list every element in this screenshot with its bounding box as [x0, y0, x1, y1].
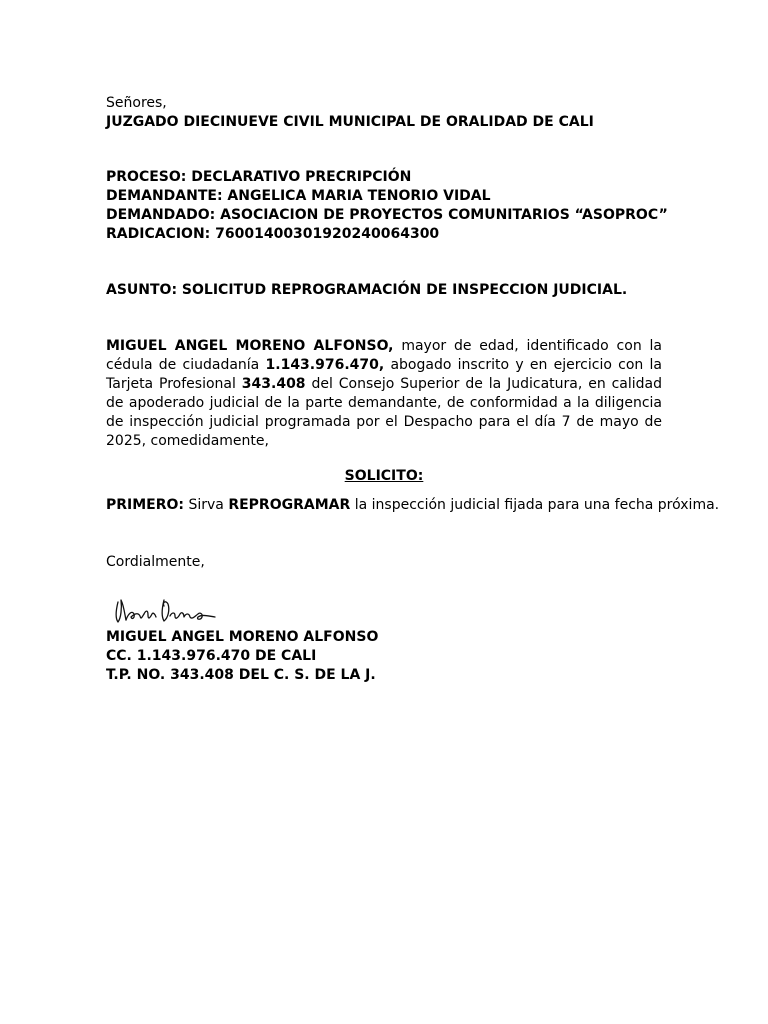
- primero-paragraph: [106, 496, 720, 515]
- closing-text: Cordialmente,: [106, 554, 205, 570]
- body-cedula: 1.143.976.470,: [265, 357, 385, 373]
- body-text-2: abogado inscrito y en ejercicio con la Tarjeta Profesional: [106, 357, 663, 392]
- solicito-heading: SOLICITO:: [344, 468, 424, 484]
- primero-text-2: la inspección judicial fijada para una fecha próxima.: [350, 497, 720, 513]
- signer-name: MIGUEL ANGEL MORENO ALFONSO: [106, 629, 379, 645]
- case-demandante: DEMANDANTE: ANGELICA MARIA TENORIO VIDAL: [106, 188, 491, 204]
- court-name: JUZGADO DIECINUEVE CIVIL MUNICIPAL DE ORALIDAD DE CALI: [106, 114, 594, 130]
- salutation: Señores,: [106, 95, 167, 111]
- primero-text-1: Sirva: [184, 497, 229, 513]
- body-name: MIGUEL ANGEL MORENO ALFONSO,: [106, 338, 394, 354]
- signature-image: [112, 590, 222, 628]
- closing: [106, 553, 662, 572]
- body-text-3: del Consejo Superior de la Judicatura, en calidad de apoderado judicial de la parte demandante, de conformidad a la diligencia de inspección judicial programada por el Despacho para el día 7 de mayo de 2025, comedidamente,: [106, 376, 662, 449]
- addressee: [106, 94, 662, 132]
- body-paragraph: [106, 337, 662, 451]
- primero-bold: REPROGRAMAR: [228, 497, 351, 513]
- signer-tp: T.P. NO. 343.408 DEL C. S. DE LA J.: [106, 667, 376, 683]
- body-text-1: mayor de edad, identificado con la cédula de ciudadanía: [106, 338, 662, 373]
- case-radicacion: RADICACION: 76001400301920240064300: [106, 226, 440, 242]
- subject: [106, 281, 662, 300]
- signer-cc: CC. 1.143.976.470 DE CALI: [106, 648, 317, 664]
- case-info: [106, 168, 668, 244]
- asunto: ASUNTO: SOLICITUD REPROGRAMACIÓN DE INSPECCION JUDICIAL.: [106, 282, 628, 298]
- case-proceso: PROCESO: DECLARATIVO PRECRIPCIÓN: [106, 169, 412, 185]
- signature-block: [106, 628, 662, 685]
- case-demandado: DEMANDADO: ASOCIACION DE PROYECTOS COMUNITARIOS “ASOPROC”: [106, 207, 668, 223]
- body-tp: 343.408: [241, 376, 306, 392]
- primero-label: PRIMERO:: [106, 497, 185, 513]
